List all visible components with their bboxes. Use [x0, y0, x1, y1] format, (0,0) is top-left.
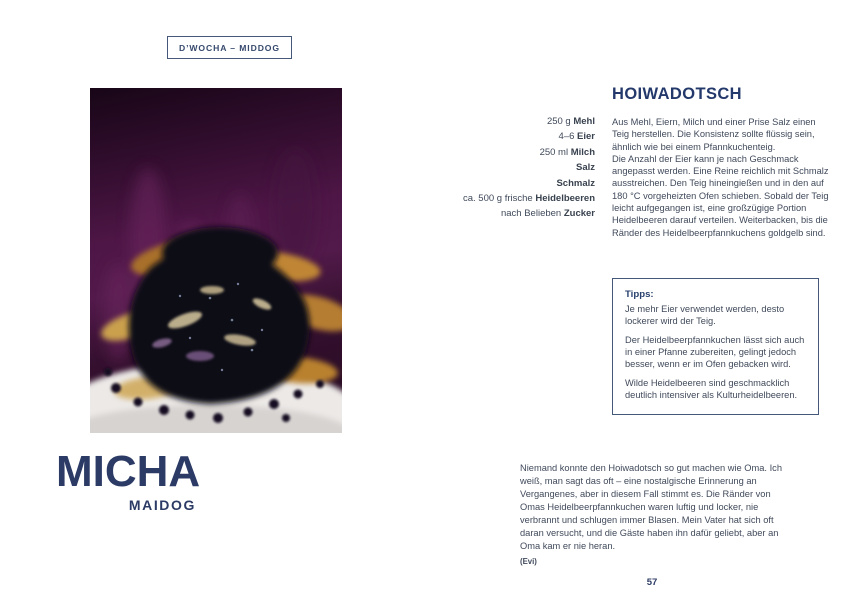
ingredient-amount: 250 g: [546, 116, 571, 127]
ingredient-row: [457, 145, 595, 160]
ingredient-row: [457, 176, 595, 191]
dish-subtitle: MAIDOG: [128, 497, 196, 513]
story-attribution: (Evi): [520, 557, 537, 566]
tips-box: [612, 278, 819, 415]
tip-item: Je mehr Eier verwendet werden, desto lockerer wird der Teig.: [625, 304, 785, 326]
ingredient-amount: 4–6: [558, 131, 575, 143]
ingredient-amount: nach Belieben: [500, 208, 562, 220]
instructions-paragraph: Aus Mehl, Eiern, Milch und einer Prise Salz einen Teig herstellen. Die Konsistenz sollte flüssig sein, ähnlich wie bei einem Pfannkuchenteig.: [612, 117, 816, 152]
ingredient-name: Zucker: [563, 208, 595, 220]
ingredient-amount: ca. 500 g frische: [462, 193, 533, 205]
tips-heading: Tipps:: [625, 289, 654, 300]
category-tab-label: D’WOCHA – MIDDOG: [179, 42, 280, 53]
dish-title-block: [56, 447, 201, 513]
ingredient-name: Heidelbeeren: [535, 193, 595, 205]
ingredient-row: [457, 206, 595, 221]
photo-illustration: [90, 88, 342, 433]
page-number: 57: [646, 577, 658, 588]
ingredient-name: Milch: [570, 146, 595, 158]
recipe-photo: [90, 88, 342, 433]
instructions-paragraph: Die Anzahl der Eier kann je nach Geschmack angepasst werden. Eine Reine reichlich mit Schmalz ausstreichen. Den Teig hineingießen und in den auf 180 °C vorgeheizten Ofen schieben. Sobald der Teig leicht aufgegangen ist, eine großzügige Portion Heidelbeeren darauf verteilen. Weiterbacken, bis die Ränder des Heidelbeerpfannkuchens goldgelb sind.: [612, 153, 829, 238]
ingredient-row: [457, 160, 595, 175]
story-block: [520, 462, 783, 568]
ingredient-name: Mehl: [573, 116, 595, 127]
ingredient-row: [457, 114, 595, 129]
ingredients-list: [457, 114, 595, 222]
instructions: [612, 116, 834, 239]
category-tab: [167, 36, 292, 59]
dish-title: MICHA: [56, 447, 201, 496]
ingredient-name: Eier: [577, 131, 595, 143]
story-text: Niemand konnte den Hoiwadotsch so gut machen wie Oma. Ich weiß, man sagt das oft – eine nostalgische Erinnerung an Vergangenes, aber in diesem Fall stimmt es. Die Ränder von Omas Heidelbeerpfannkuchen waren luftig und locker, nie verbrannt und schlugen immer Blasen. Mein Vater hat sich oft daran versucht, und die Gäste haben ihn dafür geliebt, aber an Oma kam er nie heran.: [520, 463, 783, 551]
tip-item: Wilde Heidelbeeren sind geschmacklich deutlich intensiver als Kulturheidelbeeren.: [625, 378, 798, 400]
ingredient-row: [457, 191, 595, 206]
ingredient-row: [457, 129, 595, 144]
tip-item: Der Heidelbeerpfannkuchen lässt sich auch in einer Pfanne zubereiten, gelingt jedoch besser, wenn er im Ofen gebacken wird.: [625, 335, 805, 369]
ingredient-amount: 250 ml: [539, 146, 569, 158]
ingredient-name: Schmalz: [556, 177, 595, 189]
ingredient-name: Salz: [575, 162, 595, 174]
recipe-title: HOIWADOTSCH: [612, 85, 742, 103]
